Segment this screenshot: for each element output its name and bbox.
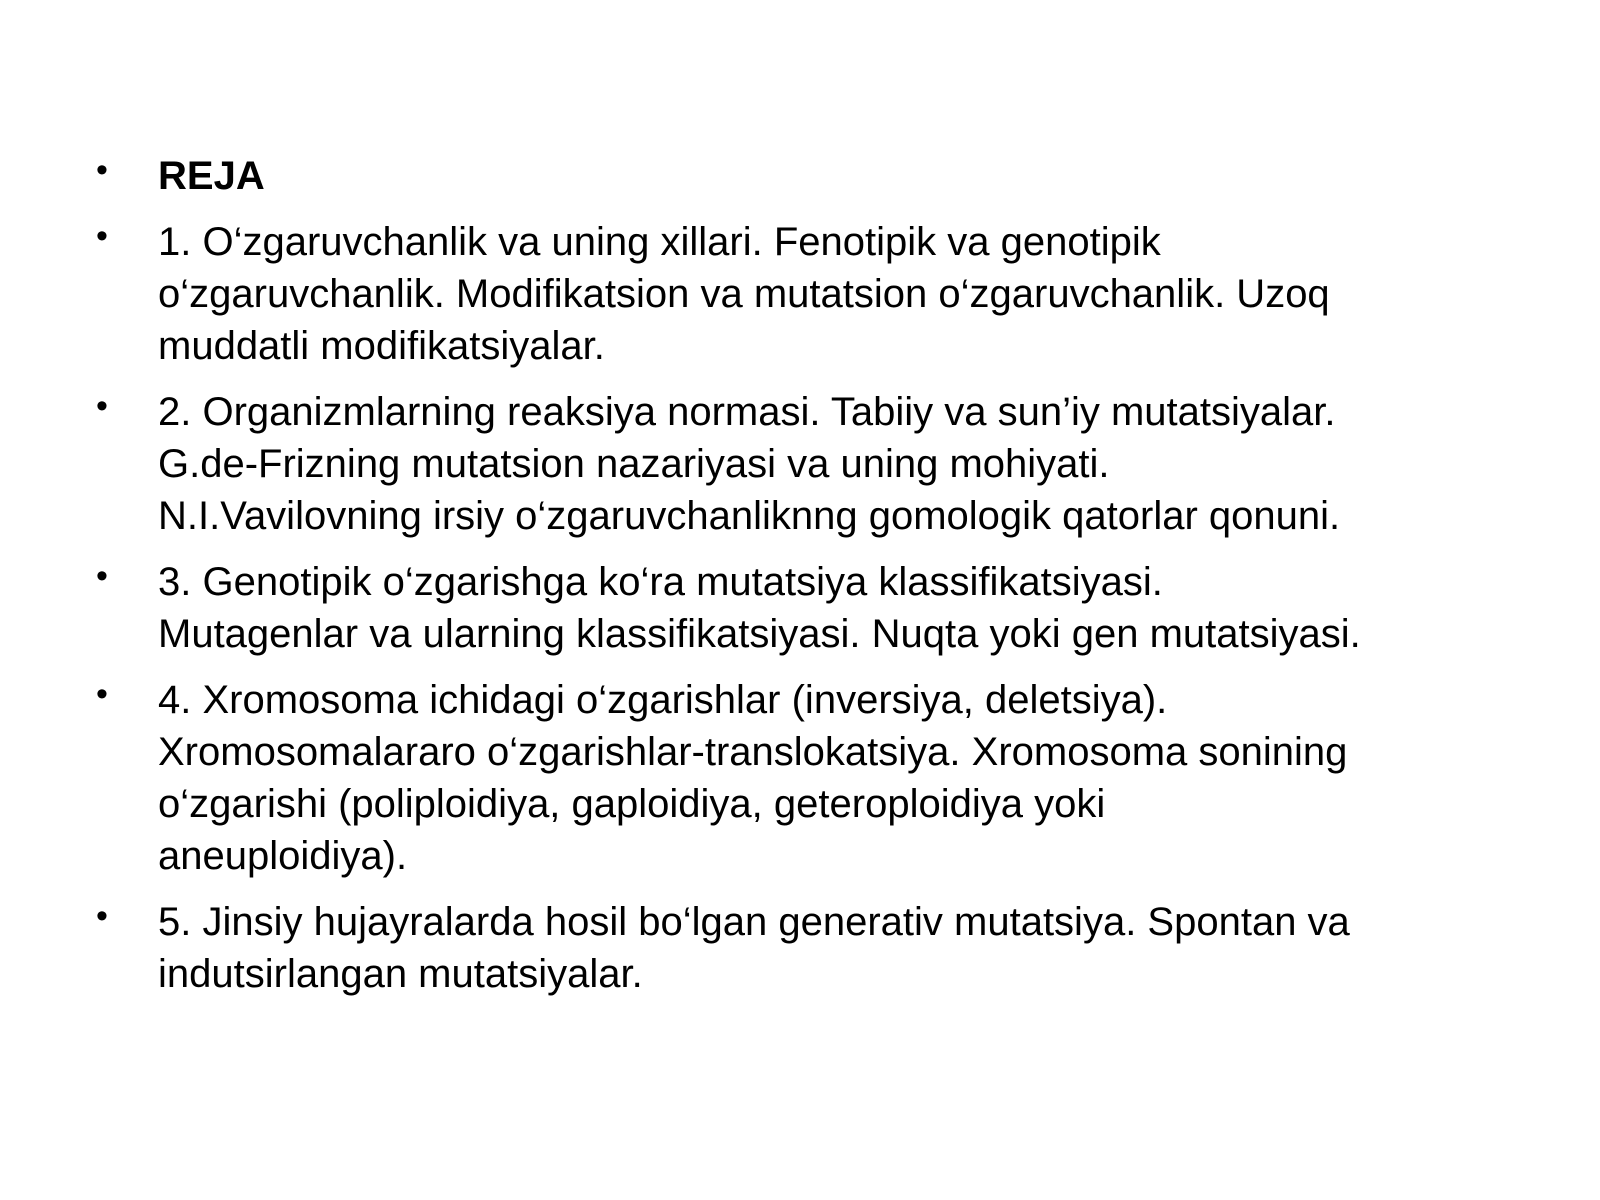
list-item-text: 2. Organizmlarning reaksiya normasi. Tabiiy va sun’iy mutatsiyalar. G.de-Frizning mutatsion nazariyasi va uning mohiyati. N.I.Vavilovning irsiy o‘zgaruvchanliknng gomologik qatorlar qonuni. bbox=[158, 390, 1341, 538]
list-item bbox=[92, 386, 1512, 542]
bullet-list bbox=[92, 150, 1512, 1000]
list-item bbox=[92, 896, 1512, 1000]
list-item-text: 5. Jinsiy hujayralarda hosil bo‘lgan generativ mutatsiya. Spontan va indutsirlangan mutatsiyalar. bbox=[158, 900, 1350, 996]
bullet-icon: • bbox=[96, 151, 108, 189]
list-item-heading bbox=[92, 150, 1512, 202]
list-item-text: 4. Xromosoma ichidagi o‘zgarishlar (inversiya, deletsiya). Xromosomalararo o‘zgarishlar-translokatsiya. Xromosoma sonining o‘zgarishi (poliploidiya, gaploidiya, geteroploidiya yoki aneuploidiya). bbox=[158, 678, 1348, 878]
bullet-icon: • bbox=[96, 557, 108, 595]
bullet-icon: • bbox=[96, 217, 108, 255]
slide-heading: REJA bbox=[158, 154, 265, 198]
list-item bbox=[92, 556, 1512, 660]
list-item bbox=[92, 674, 1512, 882]
list-item bbox=[92, 216, 1512, 372]
bullet-icon: • bbox=[96, 675, 108, 713]
list-item-text: 1. O‘zgaruvchanlik va uning xillari. Fenotipik va genotipik o‘zgaruvchanlik. Modifikatsion va mutatsion o‘zgaruvchanlik. Uzoq muddatli modifikatsiyalar. bbox=[158, 220, 1330, 368]
bullet-icon: • bbox=[96, 897, 108, 935]
list-item-text: 3. Genotipik o‘zgarishga ko‘ra mutatsiya klassifikatsiyasi. Mutagenlar va ularning klassifikatsiyasi. Nuqta yoki gen mutatsiyasi. bbox=[158, 560, 1361, 656]
slide-content bbox=[92, 150, 1512, 1014]
bullet-icon: • bbox=[96, 387, 108, 425]
